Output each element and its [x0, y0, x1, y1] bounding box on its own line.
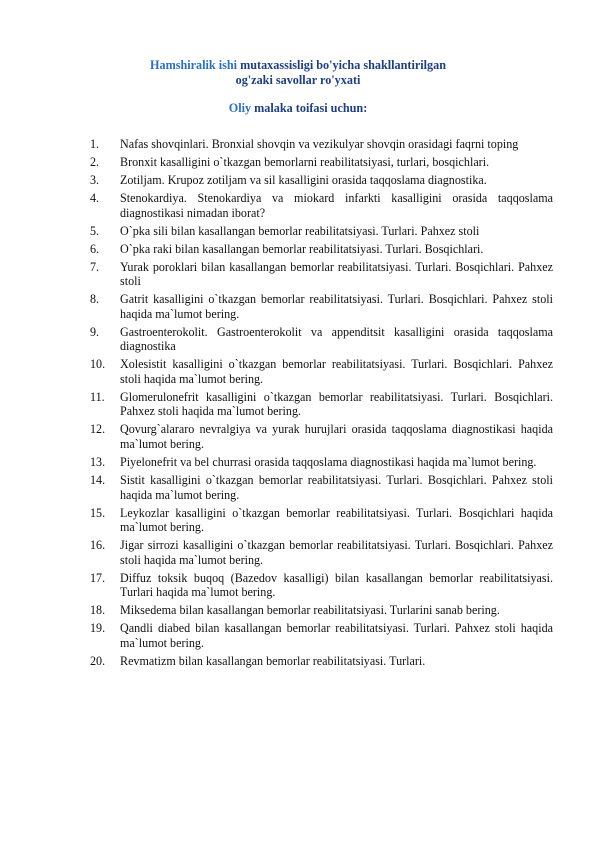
question-list: [90, 137, 553, 672]
list-item: [90, 571, 553, 600]
item-text: Sistit kasalligini o`tkazgan bemorlar reabilitatsiyasi. Turlari. Bosqichlari. Pahxez stoli haqida ma`lumot bering.: [120, 472, 553, 502]
list-item: [90, 325, 553, 354]
item-text: Miksedema bilan kasallangan bemorlar reabilitatsiyasi. Turlarini sanab bering.: [120, 603, 500, 618]
item-text: Gatrit kasalligini o`tkazgan bemorlar reabilitatsiyasi. Turlari. Bosqichlari. Pahxez stoli haqida ma`lumot bering.: [120, 292, 553, 321]
item-text: Glomerulonefrit kasalligini o`tkazgan bemorlar reabilitatsiyasi. Turlari. Bosqichlari. Pahxez stoli haqida ma`lumot bering.: [120, 389, 553, 419]
item-text: Leykozlar kasalligini o`tkazgan bemorlar reabilitatsiyasi. Turlari. Bosqichlari haqida ma`lumot bering.: [120, 505, 553, 535]
list-item: [90, 506, 553, 535]
list-item: [90, 455, 553, 470]
item-text: Revmatizm bilan kasallangan bemorlar reabilitatsiyasi. Turlari.: [120, 653, 426, 668]
list-item: [90, 242, 553, 257]
item-text: Piyelonefrit va bel churrasi orasida taqqoslama diagnostikasi haqida ma`lumot bering.: [120, 454, 537, 469]
item-number: 1.: [90, 137, 100, 151]
list-item: [90, 155, 553, 170]
list-item: [90, 422, 553, 451]
item-number: 4.: [90, 190, 100, 205]
item-text: Yurak poroklari bilan kasallangan bemorlar reabilitatsiyasi. Turlari. Bosqichlari. Pahxez stoli: [120, 259, 553, 289]
title-line-2: og'zaki savollar ro'yxati: [235, 73, 361, 87]
item-text: Qovurg`alararo nevralgiya va yurak hurujlari orasida taqqoslama diagnostikasi haqida ma`lumot bering.: [120, 422, 553, 451]
item-number: 15.: [90, 505, 106, 520]
item-number: 7.: [90, 259, 100, 274]
item-number: 10.: [90, 357, 106, 372]
document-header: [0, 58, 596, 116]
subtitle-highlight: Oliy: [228, 101, 252, 115]
item-text: Qandli diabed bilan kasallangan bemorlar reabilitatsiyasi. Turlari. Pahxez stoli haqida ma`lumot bering.: [120, 621, 553, 650]
list-item: [90, 357, 553, 386]
item-number: 8.: [90, 292, 100, 307]
list-item: [90, 191, 553, 220]
item-text: Stenokardiya. Stenokardiya va miokard infarkti kasalligini orasida taqqoslama diagnostikasi nimadan iborat?: [120, 190, 553, 220]
item-number: 18.: [90, 603, 106, 618]
item-number: 14.: [90, 472, 106, 487]
item-text: Diffuz toksik buqoq (Bazedov kasalligi) bilan kasallangan bemorlar reabilitatsiyasi. Turlari haqida ma`lumot bering.: [120, 570, 553, 600]
list-item: [90, 292, 553, 321]
subtitle-rest: malaka toifasi uchun:: [251, 101, 368, 115]
title-highlight: Hamshiralik ishi: [150, 58, 238, 72]
list-item: [90, 173, 553, 188]
item-number: 9.: [90, 324, 100, 339]
item-text: O`pka raki bilan kasallangan bemorlar reabilitatsiyasi. Turlari. Bosqichlari.: [120, 241, 484, 256]
item-number: 13.: [90, 454, 106, 469]
subtitle: [0, 101, 596, 116]
list-item: [90, 390, 553, 419]
list-item: [90, 473, 553, 502]
item-number: 12.: [90, 422, 106, 437]
item-number: 2.: [90, 154, 100, 169]
title-rest: mutaxassisligi bo'yicha shakllantirilgan: [237, 58, 446, 72]
item-text: Jigar sirrozi kasalligini o`tkazgan bemorlar reabilitatsiyasi. Turlari. Bosqichlari. Pahxez stoli haqida ma`lumot bering.: [120, 538, 553, 567]
item-number: 6.: [90, 241, 100, 256]
list-item: [90, 654, 553, 669]
item-text: Xolesistit kasalligini o`tkazgan bemorlar reabilitatsiyasi. Turlari. Bosqichlari. Pahxez stoli haqida ma`lumot bering.: [120, 357, 553, 386]
item-text: Gastroenterokolit. Gastroenterokolit va appenditsit kasalligini orasida taqqoslama diagnostika: [120, 324, 553, 354]
list-item: [90, 621, 553, 650]
item-number: 11.: [90, 389, 105, 404]
item-number: 19.: [90, 621, 106, 636]
item-number: 20.: [90, 653, 106, 668]
title-line-1: [0, 58, 596, 73]
item-number: 5.: [90, 223, 100, 238]
item-number: 3.: [90, 172, 100, 187]
item-number: 16.: [90, 538, 106, 553]
list-item: [90, 137, 553, 152]
item-text: O`pka sili bilan kasallangan bemorlar reabilitatsiyasi. Turlari. Pahxez stoli: [120, 223, 480, 238]
item-text: Bronxit kasalligini o`tkazgan bemorlarni reabilitatsiyasi, turlari, bosqichlari.: [120, 154, 490, 169]
list-item: [90, 603, 553, 618]
list-item: [90, 224, 553, 239]
item-number: 17.: [90, 570, 106, 585]
list-item: [90, 538, 553, 567]
item-text: Zotiljam. Krupoz zotiljam va sil kasalligini orasida taqqoslama diagnostika.: [120, 172, 487, 187]
item-text: Nafas shovqinlari. Bronxial shovqin va vezikulyar shovqin orasidagi faqrni toping: [120, 137, 519, 151]
list-item: [90, 260, 553, 289]
